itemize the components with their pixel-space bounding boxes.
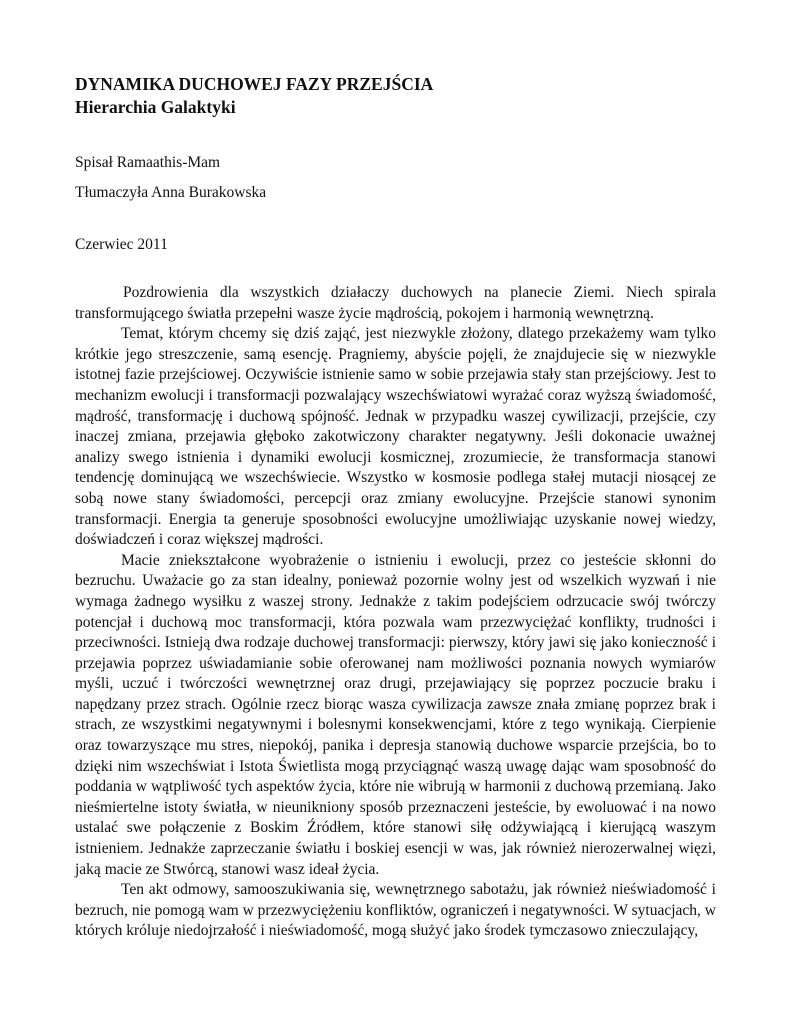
document-subtitle: Hierarchia Galaktyki (75, 97, 236, 117)
author-line: Spisał Ramaathis-Mam (75, 154, 221, 171)
paragraph-topic: Temat, którym chcemy się dziś zająć, jest niezwykle złożony, dlatego przekażemy wam tylko krótkie jego streszczenie, samą esencję. Pragniemy, abyście pojęli, że znajdujecie się w niezwykle istotnej fazie przejściowej. Oczywiście istnienie samo w sobie przejawia stały stan przejściowy. Jest to mechanizm ewolucji i transformacji pozwalający wszechświatowi wyrażać coraz wyższą świadomość, mądrość, transformację i duchową spójność. Jednak w przypadku waszej cywilizacji, przejście, czy inaczej zmiana, przejawia głęboko zakotwiczony charakter negatywny. Jeśli dokonacie uważnej analizy swego istnienia i dynamiki ewolucji kosmicznej, zrozumiecie, że transformacja stanowi tendencję dominującą we wszechświecie. Wszystko w kosmosie podlega stałej mutacji niosącej ze sobą nowe stany świadomości, percepcji oraz zmiany ewolucyjne. Przejście stanowi synonim transformacji. Energia ta generuje sposobności ewolucyjne umożliwiając uzyskanie nowej wiedzy, doświadczeń i coraz większej mądrości. (75, 325, 716, 549)
body-text (75, 283, 716, 942)
translator-line: Tłumaczyła Anna Burakowska (75, 184, 267, 201)
paragraph-refusal: Ten akt odmowy, samooszukiwania się, wewnętrznego sabotażu, jak również nieświadomość i bezruch, nie pomogą wam w przezwyciężeniu konfliktów, ograniczeń i negatywności. W sytuacjach, w których króluje niedojrzałość i nieświadomość, mogą służyć jako środek tymczasowo znieczulający, (75, 881, 716, 940)
date-line: Czerwiec 2011 (75, 236, 168, 253)
paragraph-distorted-image: Macie zniekształcone wyobrażenie o istnieniu i ewolucji, przez co jesteście skłonni do bezruchu. Uważacie go za stan idealny, ponieważ pozornie wolny jest od wszelkich wyzwań i nie wymaga żadnego wysiłku z waszej strony. Jednakże z takim podejściem odrzucacie swój twórczy potencjał i duchową moc transformacji, która pozwala wam przezwyciężać konflikty, trudności i przeciwności. Istnieją dwa rodzaje duchowej transformacji: pierwszy, który jawi się jako konieczność i przejawia poprzez uświadamianie sobie oferowanej nam możliwości poznania nowych wymiarów myśli, uczuć i twórczości wewnętrznej oraz drugi, przejawiający się poprzez poczucie braku i napędzany przez strach. Ogólnie rzecz biorąc wasza cywilizacja zawsze znała zmianę poprzez brak i strach, ze wszystkimi negatywnymi i bolesnymi konsekwencjami, które z tego wynikają. Cierpienie oraz towarzyszące mu stres, niepokój, panika i depresja stanowią duchowe wsparcie przejścia, bo to dzięki nim wszechświat i Istota Świetlista mogą przyciągnąć waszą uwagę dając wam sposobność do poddania w wątpliwość tych aspektów życia, które nie wibrują w harmonii z duchową przemianą. Jako nieśmiertelne istoty światła, w nieunikniony sposób przeznaczeni jesteście, by ewoluować i na nowo ustalać swe połączenie z Boskim Źródłem, które stanowi siłę odżywiającą i kierującą waszym istnieniem. Jednakże zaprzeczanie światłu i boskiej esencji w was, jak również nierozerwalnej więzi, jaką macie ze Stwórcą, stanowi wasz ideał życia. (75, 551, 716, 878)
paragraph-greeting: Pozdrowienia dla wszystkich działaczy duchowych na planecie Ziemi. Niech spirala transformującego światła przepełni wasze życie mądrością, pokojem i harmonią wewnętrzną. (75, 284, 716, 322)
document-title: DYNAMIKA DUCHOWEJ FAZY PRZEJŚCIA (75, 74, 434, 94)
